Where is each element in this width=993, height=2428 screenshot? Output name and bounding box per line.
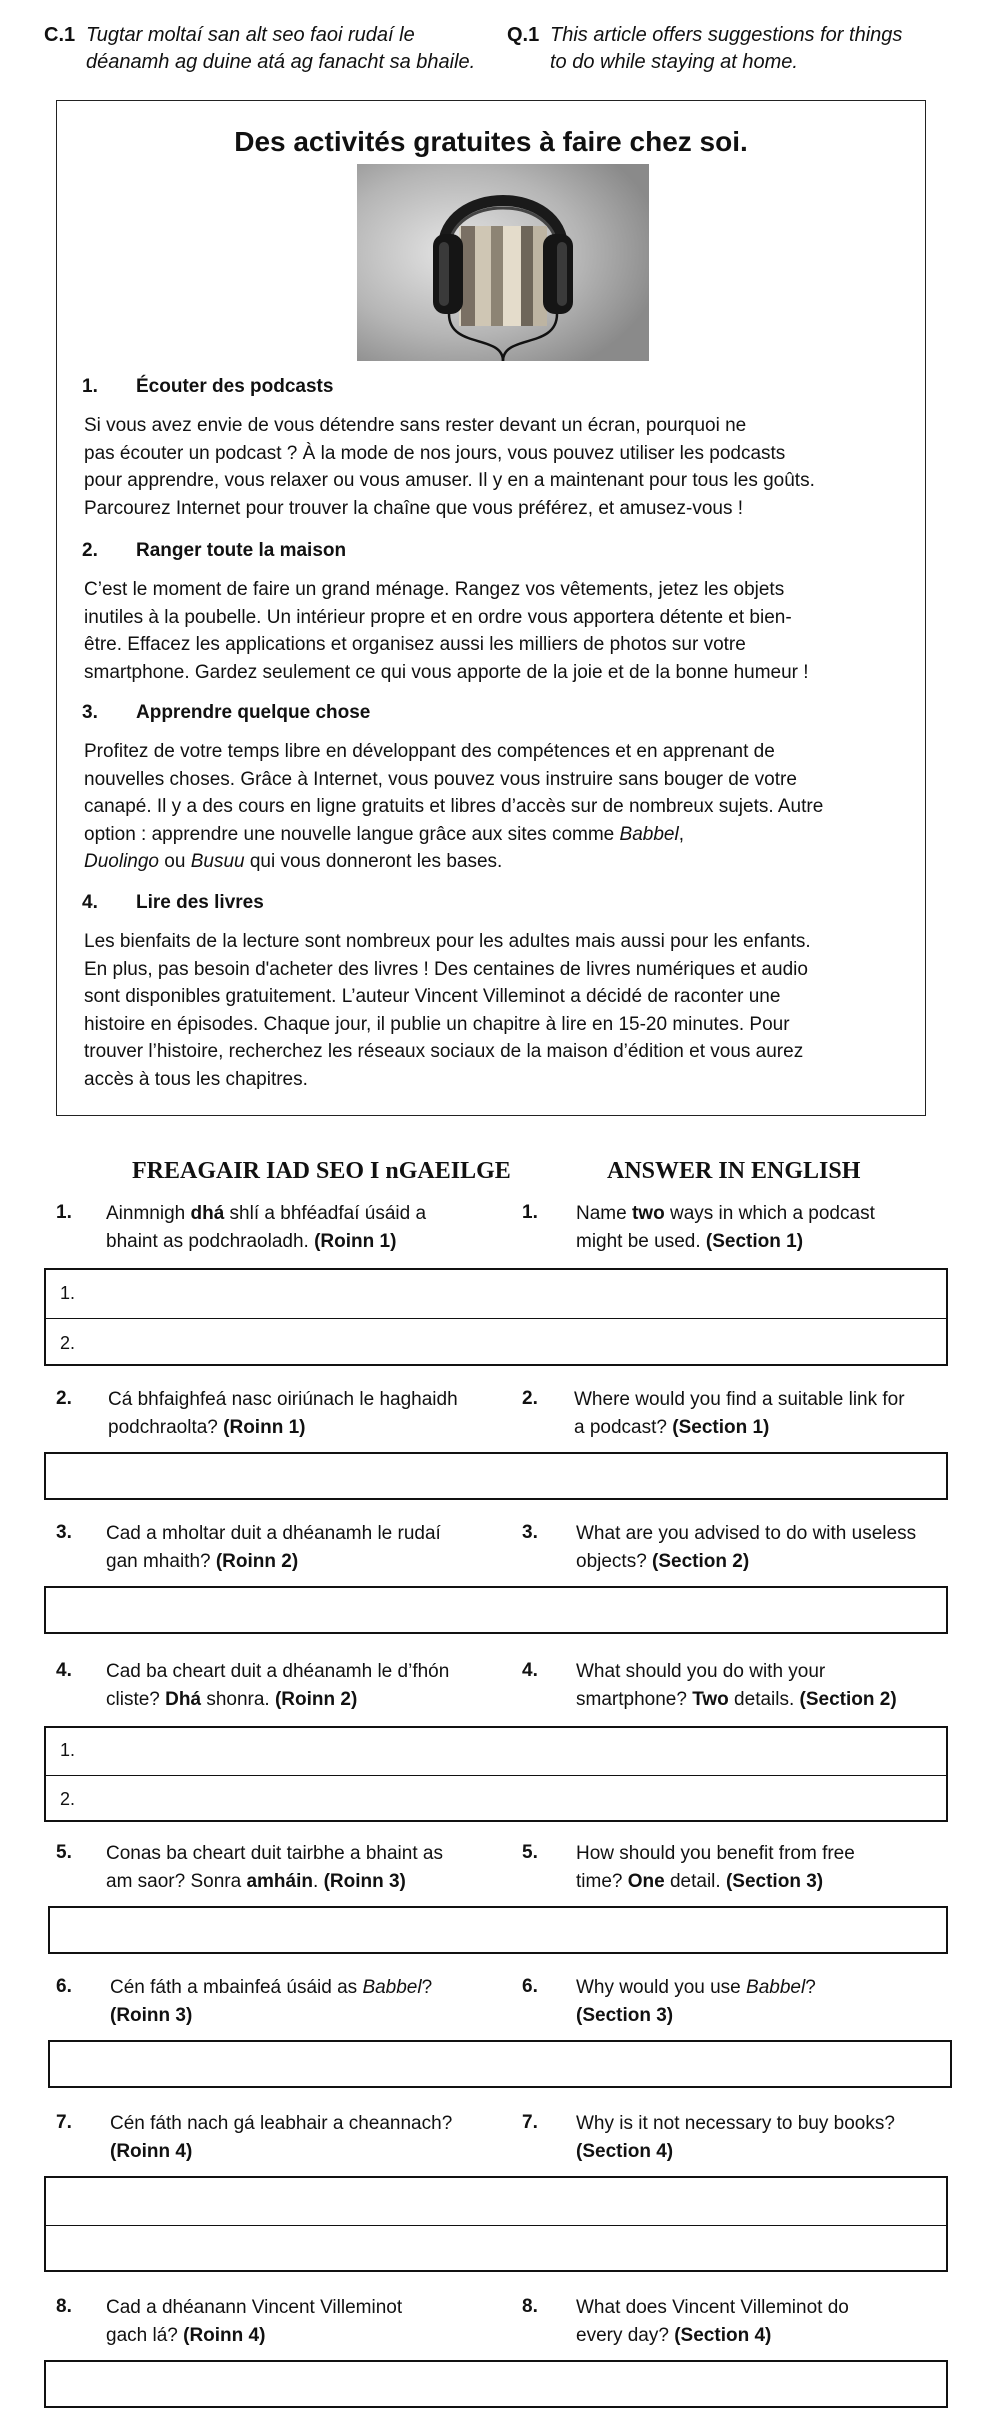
question-section-ref: (Section 1) [705, 1230, 804, 1252]
brand-name: Babbel [746, 1977, 806, 1998]
question-text: might be used. [576, 1230, 706, 1252]
question-5-irish [106, 1840, 526, 1895]
question-text: podchraolta? [108, 1416, 224, 1438]
article-title: Des activités gratuites à faire chez soi. [234, 126, 748, 157]
question-section-ref: (Section 2) [652, 1550, 750, 1572]
question-section-ref: (Section 4) [576, 2140, 674, 2162]
question-text: details. [728, 1688, 800, 1710]
paragraph-line: canapé. Il y a des cours en ligne gratuits et libres d’accès sur de nombreux sujets. Autre [84, 796, 824, 818]
answer-line-label: 2. [60, 1789, 76, 1809]
paragraph-line: sont disponibles gratuitement. L’auteur Vincent Villeminot a décidé de raconter une [84, 986, 781, 1008]
answer-divider [46, 2225, 946, 2226]
question-text: What should you do with your [576, 1661, 826, 1682]
question-8-number-english: 8. [522, 2296, 538, 2317]
question-text: Why is it not necessary to buy books? [576, 2113, 895, 2134]
section-2-number: 2. [82, 540, 98, 561]
question-text: . [313, 1870, 324, 1892]
question-text: a podcast? [574, 1416, 673, 1438]
question-2-irish [108, 1386, 528, 1441]
answer-box-q3[interactable] [44, 1586, 948, 1634]
question-text: ? [805, 1977, 816, 1998]
paragraph-line [84, 848, 914, 876]
section-3-paragraph [84, 738, 914, 876]
question-8-number-irish: 8. [56, 2296, 72, 2317]
section-3-title: Apprendre quelque chose [136, 702, 371, 723]
answer-box-q4[interactable] [44, 1726, 948, 1822]
question-section-ref: (Section 4) [674, 2324, 772, 2346]
paragraph-line: Si vous avez envie de vous détendre sans rester devant un écran, pourquoi ne [84, 415, 747, 436]
question-8-english [576, 2294, 966, 2349]
question-text: detail. [664, 1870, 726, 1892]
answer-box-q7[interactable] [44, 2176, 948, 2272]
section-4-title: Lire des livres [136, 892, 264, 913]
question-text: What are you advised to do with useless [576, 1523, 917, 1544]
headphones-books-photo [357, 164, 649, 361]
paragraph-text: option : apprendre une nouvelle langue grâce aux sites comme [84, 823, 620, 845]
question-1-irish [106, 1200, 526, 1255]
question-section-ref: (Roinn 1) [223, 1416, 306, 1438]
question-section-ref: (Section 2) [799, 1688, 897, 1710]
question-section-ref: (Roinn 4) [183, 2324, 266, 2346]
section-3-number: 3. [82, 702, 98, 723]
question-emphasis: Two [692, 1688, 729, 1710]
question-emphasis: two [631, 1203, 665, 1224]
question-4-number-irish: 4. [56, 1660, 72, 1681]
paragraph-line: Parcourez Internet pour trouver la chaîne que vous préférez, et amusez-vous ! [84, 497, 744, 519]
answer-line-label: 2. [60, 1333, 76, 1353]
question-3-number-english: 3. [522, 1522, 538, 1543]
question-text: Ainmnigh [106, 1203, 191, 1224]
question-2-number-irish: 2. [56, 1388, 72, 1409]
section-1-title: Écouter des podcasts [136, 376, 334, 397]
paragraph-line [84, 821, 914, 849]
question-text: time? [576, 1870, 628, 1892]
question-text: Cad ba cheart duit a dhéanamh le d’fhón [106, 1661, 450, 1682]
answer-box-q8[interactable] [44, 2360, 948, 2408]
question-6-number-irish: 6. [56, 1976, 72, 1997]
question-8-irish [106, 2294, 526, 2349]
question-section-ref: (Roinn 1) [314, 1230, 397, 1252]
brand-name: Babbel [619, 823, 679, 845]
brand-name: Busuu [190, 851, 245, 873]
paragraph-line: trouver l’histoire, recherchez les réseaux sociaux de la maison d’édition et vous aurez [84, 1041, 804, 1063]
question-5-number-irish: 5. [56, 1842, 72, 1863]
question-text: ways in which a podcast [664, 1203, 875, 1224]
intro-english-line: to do while staying at home. [550, 51, 798, 73]
question-3-irish [106, 1520, 526, 1575]
question-emphasis: dhá [190, 1203, 225, 1224]
section-1-paragraph [84, 412, 914, 522]
paragraph-line: nouvelles choses. Grâce à Internet, vous pouvez vous instruire sans bouger de votre [84, 768, 797, 790]
paragraph-text: ou [159, 851, 191, 873]
intro-irish-line: Tugtar moltaí san alt seo faoi rudaí le [86, 24, 415, 46]
paragraph-text: , [678, 823, 684, 845]
paragraph-line: En plus, pas besoin d'acheter des livres ! Des centaines de livres numériques et audio [84, 958, 808, 980]
intro-english-line: This article offers suggestions for things [550, 24, 903, 46]
question-2-number-english: 2. [522, 1388, 538, 1409]
question-text: gan mhaith? [106, 1550, 216, 1572]
question-section-ref: (Roinn 2) [215, 1550, 299, 1572]
question-text: Name [576, 1203, 632, 1224]
paragraph-line: pas écouter un podcast ? À la mode de nos jours, vous pouvez utiliser les podcasts [84, 442, 786, 464]
question-6-english [576, 1974, 966, 2029]
question-5-english [576, 1840, 966, 1895]
question-text: Cad a dhéanann Vincent Villeminot [106, 2297, 403, 2318]
question-text: What does Vincent Villeminot do [576, 2297, 849, 2318]
question-section-ref: (Section 1) [672, 1416, 770, 1438]
question-text: How should you benefit from free [576, 1843, 855, 1864]
question-7-english [576, 2110, 966, 2165]
question-7-number-english: 7. [522, 2112, 538, 2133]
question-text: bhaint as podchraoladh. [106, 1230, 315, 1252]
paragraph-line: être. Effacez les applications et organisez aussi les milliers de photos sur votre [84, 634, 746, 656]
intro-irish-line: déanamh ag duine atá ag fanacht sa bhaile. [86, 51, 476, 73]
paragraph-line: Profitez de votre temps libre en développant des compétences et en apprenant de [84, 741, 775, 762]
intro-irish-text [86, 22, 475, 76]
question-7-irish [110, 2110, 530, 2165]
question-section-ref: (Roinn 4) [110, 2140, 193, 2162]
english-column-heading: ANSWER IN ENGLISH [607, 1158, 861, 1184]
question-text: every day? [576, 2324, 675, 2346]
irish-column-heading: FREAGAIR IAD SEO I nGAEILGE [132, 1158, 511, 1184]
question-text: smartphone? [576, 1688, 693, 1710]
headphones-books-illustration [357, 164, 649, 361]
question-section-ref: (Roinn 2) [274, 1688, 358, 1710]
question-emphasis: amháin [246, 1870, 313, 1892]
answer-line-label: 1. [60, 1740, 76, 1760]
question-section-ref: (Roinn 3) [323, 1870, 406, 1892]
section-2-title: Ranger toute la maison [136, 540, 347, 561]
question-4-number-english: 4. [522, 1660, 538, 1681]
question-3-english [576, 1520, 966, 1575]
intro-english-number: Q.1 [507, 24, 540, 46]
answer-divider [46, 1775, 946, 1776]
question-text: objects? [576, 1550, 653, 1572]
paragraph-line: Les bienfaits de la lecture sont nombreux pour les adultes mais aussi pour les enfants. [84, 931, 811, 952]
paragraph-line: C’est le moment de faire un grand ménage. Rangez vos vêtements, jetez les objets [84, 579, 785, 600]
paragraph-line: smartphone. Gardez seulement ce qui vous apporte de la joie et de la bonne humeur ! [84, 661, 809, 683]
question-emphasis: Dhá [165, 1688, 202, 1710]
brand-name: Babbel [362, 1977, 422, 1998]
answer-box-q6[interactable] [48, 2040, 952, 2088]
section-2-paragraph [84, 576, 914, 686]
section-4-paragraph [84, 928, 914, 1094]
question-text: Cá bhfaighfeá nasc oiriúnach le haghaidh [108, 1389, 458, 1410]
question-section-ref: (Section 3) [725, 1870, 824, 1892]
question-1-english [576, 1200, 956, 1255]
section-1-number: 1. [82, 376, 98, 397]
answer-box-q5[interactable] [48, 1906, 948, 1954]
answer-box-q2[interactable] [44, 1452, 948, 1500]
paragraph-line: inutiles à la poubelle. Un intérieur propre et en ordre vous apportera détente et bien- [84, 606, 792, 628]
question-5-number-english: 5. [522, 1842, 538, 1863]
question-section-ref: (Section 3) [576, 2004, 674, 2026]
question-6-number-english: 6. [522, 1976, 538, 1997]
intro-irish-number: C.1 [44, 24, 76, 46]
answer-line-label: 1. [60, 1283, 76, 1303]
question-4-english [576, 1658, 966, 1713]
question-3-number-irish: 3. [56, 1522, 72, 1543]
section-4-number: 4. [82, 892, 98, 913]
question-section-ref: (Roinn 3) [110, 2004, 193, 2026]
paragraph-line: accès à tous les chapitres. [84, 1068, 308, 1090]
question-text: Where would you find a suitable link for [574, 1389, 905, 1410]
question-text: Why would you use [576, 1977, 747, 1998]
question-emphasis: One [627, 1870, 665, 1892]
question-1-number-irish: 1. [56, 1202, 72, 1223]
answer-box-q1[interactable] [44, 1268, 948, 1366]
question-6-irish [110, 1974, 530, 2029]
answer-divider [46, 1318, 946, 1319]
question-2-english [574, 1386, 964, 1441]
question-text: Cén fáth a mbainfeá úsáid as [110, 1977, 363, 1998]
question-text: shonra. [201, 1688, 275, 1710]
intro-english-text [550, 22, 902, 76]
question-1-number-english: 1. [522, 1202, 538, 1223]
paragraph-line: pour apprendre, vous relaxer ou vous amuser. Il y en a maintenant pour tous les goûts. [84, 470, 815, 492]
question-text: Conas ba cheart duit tairbhe a bhaint as [106, 1843, 443, 1864]
question-7-number-irish: 7. [56, 2112, 72, 2133]
question-text: am saor? Sonra [106, 1870, 247, 1892]
question-text: gach lá? [106, 2324, 184, 2346]
question-text: cliste? [106, 1688, 166, 1710]
paragraph-text: qui vous donneront les bases. [244, 851, 503, 873]
question-4-irish [106, 1658, 526, 1713]
paragraph-line: histoire en épisodes. Chaque jour, il publie un chapitre à lire en 15-20 minutes. Pour [84, 1013, 790, 1035]
brand-name: Duolingo [84, 851, 159, 873]
question-text: shlí a bhféadfaí úsáid a [224, 1203, 427, 1224]
question-text: Cén fáth nach gá leabhair a cheannach? [110, 2113, 453, 2134]
question-text: Cad a mholtar duit a dhéanamh le rudaí [106, 1523, 441, 1544]
question-text: ? [421, 1977, 433, 1998]
